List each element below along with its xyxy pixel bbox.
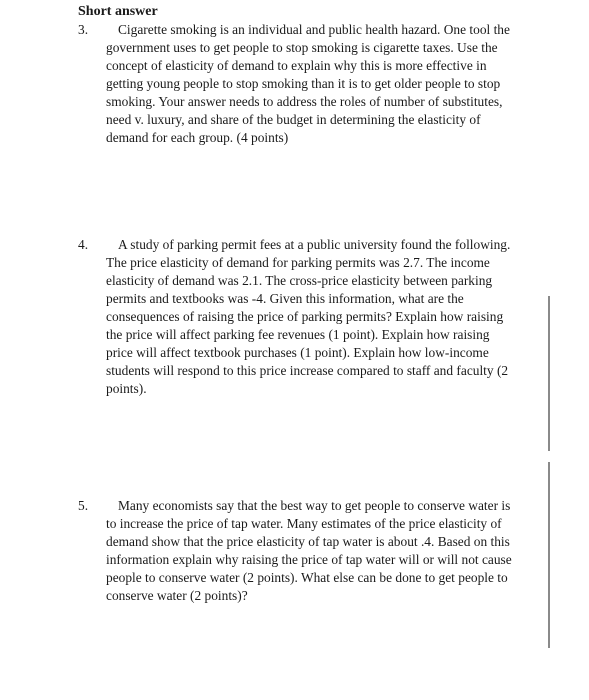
question-4 — [78, 236, 518, 398]
question-number: 3. — [78, 22, 89, 37]
question-5 — [78, 497, 518, 605]
question-number: 4. — [78, 237, 89, 252]
margin-line-upper — [548, 296, 550, 451]
margin-line-lower — [548, 462, 550, 648]
question-text: Cigarette smoking is an individual and public health hazard. One tool the government uses to get people to stop smoking is cigarette taxes. Use the concept of elasticity of demand to explain why this is more effective in getting young people to stop smoking than it is to get older people to stop smoking. Your answer needs to address the roles of number of substitutes, need v. luxury, and share of the budget in determining the elasticity of demand for each group. (4 points) — [106, 22, 510, 145]
question-3 — [78, 21, 518, 147]
question-text: Many economists say that the best way to get people to conserve water is to increase the price of tap water. Many estimates of the price elasticity of demand show that the price elasticity of tap water is about .4. Based on this information explain why raising the price of tap water will or will not cause people to conserve water (2 points). What else can be done to get people to conserve water (2 points)? — [106, 498, 512, 603]
question-text: A study of parking permit fees at a public university found the following. The price elasticity of demand for parking permits was 2.7. The income elasticity of demand was 2.1. The cross-price elasticity between parking permits and textbooks was -4. Given this information, what are the consequences of raising the price of parking permits? Explain how raising the price will affect parking fee revenues (1 point). Explain how raising price will affect textbook purchases (1 point). Explain how low-income students will respond to this price increase compared to staff and faculty (2 points). — [106, 237, 511, 396]
question-number: 5. — [78, 498, 89, 513]
section-heading: Short answer — [78, 4, 158, 19]
